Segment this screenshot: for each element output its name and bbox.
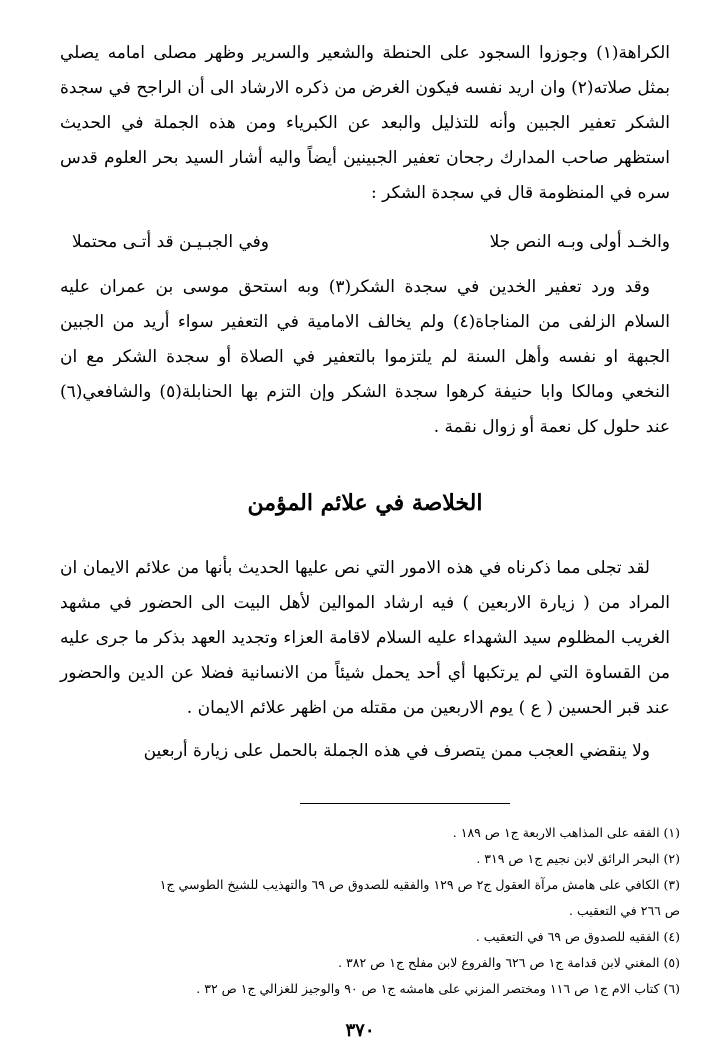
footnote-1: (١) الفقه على المذاهب الاربعة ج١ ص ١٨٩ . — [452, 825, 680, 840]
paragraph-top-1: الكراهة(١) وجوزوا السجود على الحنطة والشعير والسرير وظهر مصلى امامه يصلي بمثل صلاته(٢) وان اريد نفسه فيكون الغرض من ذكره الارشاد الى أن الراجح في سجدة الشكر تعفير الجبين وأنه للتذليل والبعد عن الكبرياء ومن هذه الجملة في الحديث استظهر صاحب المدارك رجحان تعفير الجبينين أيضاً واليه أشار السيد بحر العلوم قدس سره في المنظومة قال في سجدة الشكر : — [60, 43, 670, 203]
page-body — [60, 36, 670, 769]
footnote-5: (٥) المغني لابن قدامة ج١ ص ٦٢٦ والفروع لابن مفلح ج١ ص ٣٨٢ . — [338, 955, 680, 970]
footnote-6: (٦) كتاب الام ج١ ص ١١٦ ومختصر المزني على هامشه ج١ ص ٩٠ والوجيز للغزالي ج١ ص ٣٢ . — [196, 981, 680, 996]
page-number: ٣٧٠ — [345, 1020, 375, 1041]
paragraph-section-2: ولا ينقضي العجب ممن يتصرف في هذه الجملة بالحمل على زيارة أربعين — [143, 741, 650, 761]
footnote-3: (٣) الكافي على هامش مرآة العقول ج٢ ص ١٢٩ والفقيه للصدوق ص ٦٩ والتهذيب للشيخ الطوسي ج١ — [159, 877, 680, 892]
verse-first-hemistich: والخـد أولى وبـه النص جلا — [489, 232, 670, 252]
footnote-3-continued: ص ٢٦٦ في التعقيب . — [569, 903, 680, 918]
section-heading: الخلاصة في علائم المؤمن — [247, 490, 483, 516]
verse-second-hemistich: وفي الجبـيـن قد أتـى محتملا — [72, 232, 269, 252]
poem-verse — [60, 225, 670, 260]
footnotes — [20, 820, 680, 1002]
footnote-divider — [300, 803, 510, 804]
paragraph-top-2: وقد ورد تعفير الخدين في سجدة الشكر(٣) وبه استحق موسى بن عمران عليه السلام الزلفى من المناجاة(٤) ولم يخالف الامامية في التعفير سواء أريد من الجبين الجبهة او نفسه وأهل السنة لم يلتزموا بالتعفير في الصلاة أو سجدة الشكر مع ان النخعي ومالكا وابا حنيفة كرهوا سجدة الشكر وإن التزم بها الحنابلة(٥) والشافعي(٦) عند حلول كل نعمة أو زوال نقمة . — [60, 277, 670, 437]
footnote-2: (٢) البحر الرائق لابن نجيم ج١ ص ٣١٩ . — [476, 851, 680, 866]
footnote-4: (٤) الفقيه للصدوق ص ٦٩ في التعقيب . — [475, 929, 680, 944]
paragraph-section-1: لقد تجلى مما ذكرناه في هذه الامور التي نص عليها الحديث بأنها من علائم الايمان ان المراد من ( زيارة الاربعين ) فيه ارشاد الموالين لأهل البيت الى الحضور في مشهد الغريب المظلوم سيد الشهداء عليه السلام لاقامة العزاء وتجديد العهد بذكر ما جرى عليه من القساوة التي لم يرتكبها أي أحد يحمل شيئاً من الانسانية فضلا عن الدين والحضور عند قبر الحسين ( ع ) يوم الاربعين من مقتله من اظهر علائم الايمان . — [60, 558, 670, 718]
